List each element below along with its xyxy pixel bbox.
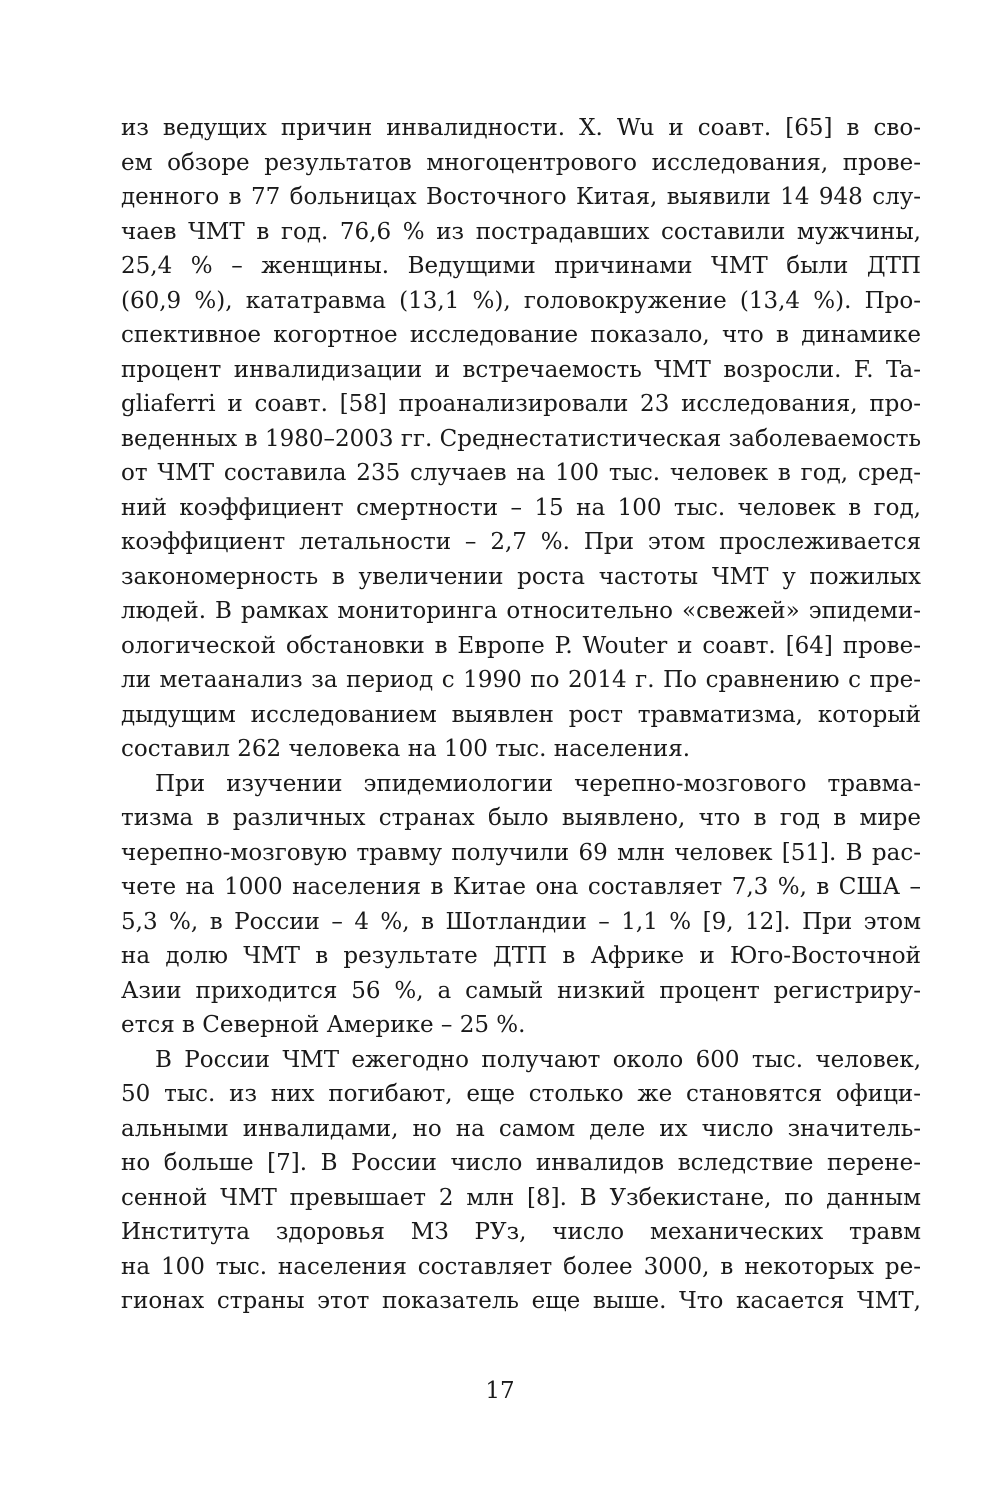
text-line: тизма в различных странах было выявлено, что в год в мире	[121, 805, 921, 831]
text-line: сенной ЧМТ превышает 2 млн [8]. В Узбекистане, по данным	[121, 1184, 921, 1211]
text-line: на 100 тыс. населения составляет более 3000, в некоторых ре-	[121, 1253, 921, 1280]
body-text	[121, 111, 921, 1319]
text-line: ологической обстановки в Европе P. Wouter и соавт. [64] прове-	[121, 632, 921, 659]
text-line: 50 тыс. из них погибают, еще столько же становятся офици-	[121, 1081, 921, 1107]
text-line: составил 262 человека на 100 тыс. населения.	[121, 736, 691, 762]
text-line: веденных в 1980–2003 гг. Среднестатистическая заболеваемость	[121, 425, 921, 452]
text-line: 5,3 %, в России – 4 %, в Шотландии – 1,1 % [9, 12]. При этом	[121, 908, 921, 935]
text-line: из ведущих причин инвалидности. X. Wu и соавт. [65] в сво-	[121, 115, 921, 141]
text-line: дыдущим исследованием выявлен рост травматизма, который	[121, 701, 921, 728]
text-line: чаев ЧМТ в год. 76,6 % из пострадавших составили мужчины,	[121, 218, 921, 245]
text-line: При изучении эпидемиологии черепно-мозгового травма-	[155, 770, 921, 797]
text-line: 25,4 % – женщины. Ведущими причинами ЧМТ были ДТП	[121, 253, 921, 279]
text-line: В России ЧМТ ежегодно получают около 600 тыс. человек,	[155, 1046, 921, 1073]
text-line: ем обзоре результатов многоцентрового исследования, прове-	[121, 149, 921, 176]
text-line: черепно-мозговую травму получили 69 млн человек [51]. В рас-	[121, 839, 921, 866]
text-line: процент инвалидизации и встречаемость ЧМТ возросли. F. Ta-	[121, 356, 921, 383]
text-line: коэффициент летальности – 2,7 %. При этом прослеживается	[121, 529, 921, 555]
text-line: gliaferri и соавт. [58] проанализировали 23 исследования, про-	[121, 391, 921, 417]
text-line: людей. В рамках мониторинга относительно «свежей» эпидеми-	[121, 598, 921, 624]
text-line: от ЧМТ составила 235 случаев на 100 тыс. человек в год, сред-	[121, 460, 921, 486]
text-line: ний коэффициент смертности – 15 на 100 тыс. человек в год,	[121, 494, 921, 521]
text-line: Азии приходится 56 %, а самый низкий процент регистриру-	[121, 977, 921, 1004]
text-line: спективное когортное исследование показало, что в динамике	[121, 322, 921, 348]
text-line: закономерность в увеличении роста частоты ЧМТ у пожилых	[121, 563, 921, 590]
text-line: гионах страны этот показатель еще выше. Что касается ЧМТ,	[121, 1288, 921, 1314]
text-line: альными инвалидами, но на самом деле их число значитель-	[121, 1115, 921, 1142]
text-line: но больше [7]. В России число инвалидов вследствие перене-	[121, 1150, 921, 1176]
text-line: Института здоровья МЗ РУз, число механических травм	[121, 1219, 921, 1245]
text-line: ется в Северной Америке – 25 %.	[121, 1012, 526, 1038]
text-line: ли метаанализ за период с 1990 по 2014 г. По сравнению с пре-	[121, 667, 921, 693]
text-line: чете на 1000 населения в Китае она составляет 7,3 %, в США –	[121, 874, 921, 900]
page-number: 17	[485, 1378, 515, 1404]
text-line: денного в 77 больницах Восточного Китая, выявили 14 948 слу-	[121, 184, 921, 210]
text-line: на долю ЧМТ в результате ДТП в Африке и Юго-Восточной	[121, 943, 921, 969]
text-line: (60,9 %), кататравма (13,1 %), головокружение (13,4 %). Про-	[121, 287, 921, 314]
